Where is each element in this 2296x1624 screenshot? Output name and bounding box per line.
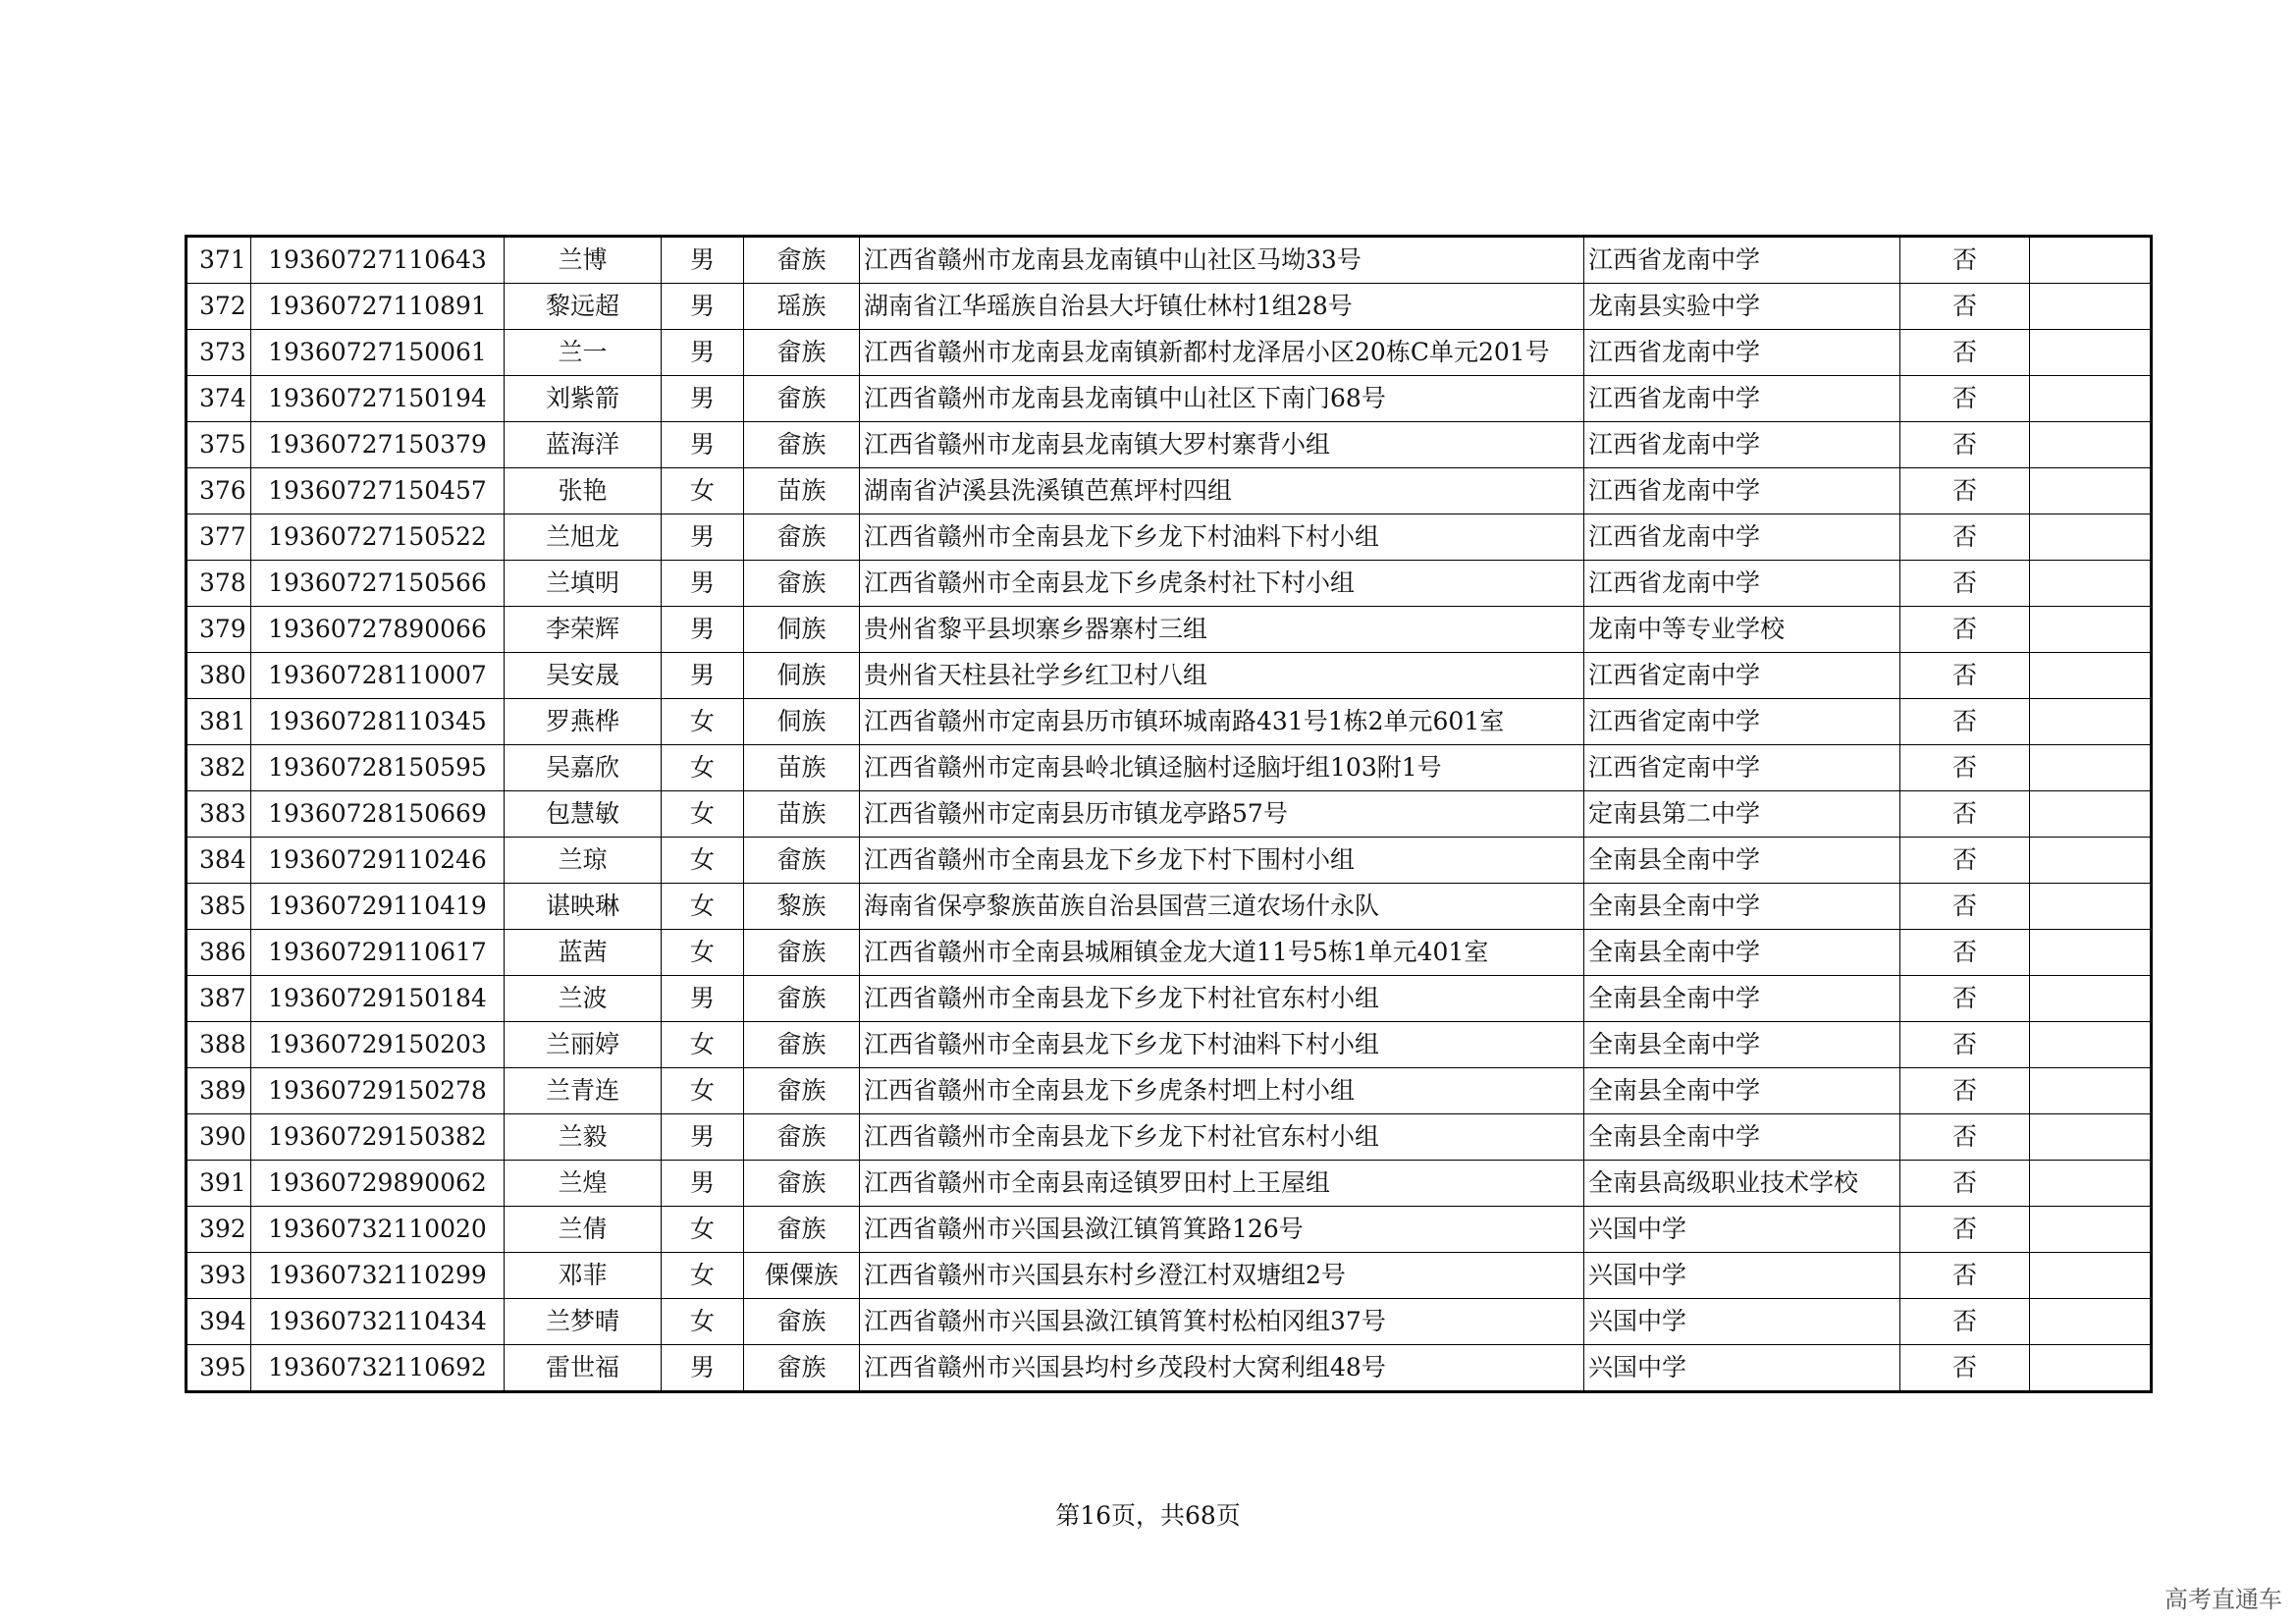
cell-seq: 391 <box>187 1161 251 1207</box>
cell-gender: 女 <box>662 930 744 976</box>
table-row <box>187 1253 2152 1299</box>
cell-address: 江西省赣州市定南县历市镇龙亭路57号 <box>860 791 1584 838</box>
cell-exam-id: 19360727150522 <box>251 514 505 561</box>
cell-address: 江西省赣州市全南县龙下乡龙下村社官东村小组 <box>860 1114 1584 1161</box>
cell-school: 龙南中等专业学校 <box>1584 607 1900 653</box>
cell-flag: 否 <box>1900 1207 2030 1253</box>
cell-exam-id: 19360727150061 <box>251 330 505 376</box>
cell-note <box>2030 607 2152 653</box>
cell-flag: 否 <box>1900 561 2030 607</box>
cell-exam-id: 19360727110643 <box>251 237 505 284</box>
cell-exam-id: 19360727150457 <box>251 468 505 514</box>
cell-exam-id: 19360732110434 <box>251 1299 505 1345</box>
table-row <box>187 1207 2152 1253</box>
cell-name: 兰倩 <box>505 1207 662 1253</box>
cell-school: 兴国中学 <box>1584 1345 1900 1392</box>
cell-address: 湖南省泸溪县洗溪镇芭蕉坪村四组 <box>860 468 1584 514</box>
table-body <box>187 237 2152 1392</box>
cell-gender: 男 <box>662 1161 744 1207</box>
table-row <box>187 653 2152 699</box>
cell-ethnicity: 畲族 <box>744 1207 860 1253</box>
cell-note <box>2030 284 2152 330</box>
cell-address: 江西省赣州市定南县岭北镇迳脑村迳脑圩组103附1号 <box>860 745 1584 791</box>
cell-school: 江西省定南中学 <box>1584 653 1900 699</box>
cell-note <box>2030 791 2152 838</box>
cell-note <box>2030 376 2152 422</box>
cell-gender: 男 <box>662 514 744 561</box>
cell-flag: 否 <box>1900 838 2030 884</box>
table-row <box>187 330 2152 376</box>
cell-flag: 否 <box>1900 791 2030 838</box>
cell-note <box>2030 884 2152 930</box>
cell-ethnicity: 侗族 <box>744 653 860 699</box>
cell-note <box>2030 422 2152 468</box>
cell-ethnicity: 侗族 <box>744 607 860 653</box>
cell-ethnicity: 畲族 <box>744 1114 860 1161</box>
cell-school: 兴国中学 <box>1584 1299 1900 1345</box>
cell-seq: 381 <box>187 699 251 745</box>
cell-name: 雷世福 <box>505 1345 662 1392</box>
cell-gender: 男 <box>662 237 744 284</box>
cell-ethnicity: 畲族 <box>744 330 860 376</box>
cell-name: 兰煌 <box>505 1161 662 1207</box>
cell-school: 全南县全南中学 <box>1584 884 1900 930</box>
cell-name: 兰毅 <box>505 1114 662 1161</box>
cell-seq: 374 <box>187 376 251 422</box>
cell-seq: 388 <box>187 1022 251 1068</box>
page-number: 第16页，共68页 <box>1055 1501 1241 1530</box>
cell-seq: 387 <box>187 976 251 1022</box>
table-row <box>187 838 2152 884</box>
cell-note <box>2030 1068 2152 1114</box>
cell-seq: 380 <box>187 653 251 699</box>
cell-school: 江西省定南中学 <box>1584 745 1900 791</box>
cell-flag: 否 <box>1900 884 2030 930</box>
table-row <box>187 376 2152 422</box>
cell-flag: 否 <box>1900 330 2030 376</box>
cell-flag: 否 <box>1900 699 2030 745</box>
cell-seq: 378 <box>187 561 251 607</box>
cell-gender: 男 <box>662 284 744 330</box>
cell-gender: 男 <box>662 1345 744 1392</box>
cell-seq: 379 <box>187 607 251 653</box>
cell-exam-id: 19360729890062 <box>251 1161 505 1207</box>
cell-seq: 386 <box>187 930 251 976</box>
cell-ethnicity: 畲族 <box>744 1299 860 1345</box>
cell-flag: 否 <box>1900 284 2030 330</box>
cell-seq: 383 <box>187 791 251 838</box>
cell-note <box>2030 514 2152 561</box>
cell-address: 江西省赣州市全南县龙下乡龙下村社官东村小组 <box>860 976 1584 1022</box>
cell-school: 江西省龙南中学 <box>1584 330 1900 376</box>
cell-ethnicity: 畲族 <box>744 1345 860 1392</box>
cell-gender: 女 <box>662 699 744 745</box>
table-row <box>187 1345 2152 1392</box>
cell-note <box>2030 653 2152 699</box>
cell-exam-id: 19360727150379 <box>251 422 505 468</box>
cell-exam-id: 19360728110007 <box>251 653 505 699</box>
cell-address: 江西省赣州市兴国县均村乡茂段村大窝利组48号 <box>860 1345 1584 1392</box>
cell-address: 江西省赣州市全南县龙下乡龙下村油料下村小组 <box>860 1022 1584 1068</box>
table-row <box>187 561 2152 607</box>
table-row <box>187 468 2152 514</box>
cell-name: 兰博 <box>505 237 662 284</box>
cell-flag: 否 <box>1900 653 2030 699</box>
cell-name: 兰旭龙 <box>505 514 662 561</box>
cell-name: 兰梦晴 <box>505 1299 662 1345</box>
cell-name: 蓝茜 <box>505 930 662 976</box>
cell-flag: 否 <box>1900 514 2030 561</box>
table-row <box>187 930 2152 976</box>
table-row <box>187 284 2152 330</box>
cell-name: 吴嘉欣 <box>505 745 662 791</box>
cell-school: 江西省龙南中学 <box>1584 237 1900 284</box>
cell-seq: 384 <box>187 838 251 884</box>
cell-gender: 女 <box>662 884 744 930</box>
cell-school: 定南县第二中学 <box>1584 791 1900 838</box>
cell-note <box>2030 237 2152 284</box>
cell-ethnicity: 畲族 <box>744 930 860 976</box>
cell-ethnicity: 畲族 <box>744 838 860 884</box>
cell-name: 兰波 <box>505 976 662 1022</box>
cell-note <box>2030 1161 2152 1207</box>
table-row <box>187 745 2152 791</box>
cell-exam-id: 19360727150566 <box>251 561 505 607</box>
cell-school: 江西省定南中学 <box>1584 699 1900 745</box>
cell-school: 江西省龙南中学 <box>1584 468 1900 514</box>
cell-school: 龙南县实验中学 <box>1584 284 1900 330</box>
cell-flag: 否 <box>1900 1253 2030 1299</box>
cell-ethnicity: 畲族 <box>744 514 860 561</box>
cell-address: 江西省赣州市兴国县潋江镇筲箕村松柏冈组37号 <box>860 1299 1584 1345</box>
cell-gender: 男 <box>662 422 744 468</box>
cell-school: 全南县全南中学 <box>1584 976 1900 1022</box>
cell-exam-id: 19360728150595 <box>251 745 505 791</box>
cell-ethnicity: 畲族 <box>744 237 860 284</box>
cell-seq: 389 <box>187 1068 251 1114</box>
cell-ethnicity: 苗族 <box>744 791 860 838</box>
cell-name: 黎远超 <box>505 284 662 330</box>
cell-address: 江西省赣州市全南县龙下乡虎条村垇上村小组 <box>860 1068 1584 1114</box>
table-row <box>187 237 2152 284</box>
cell-name: 吴安晟 <box>505 653 662 699</box>
cell-ethnicity: 黎族 <box>744 884 860 930</box>
cell-name: 兰琼 <box>505 838 662 884</box>
cell-seq: 371 <box>187 237 251 284</box>
cell-flag: 否 <box>1900 930 2030 976</box>
cell-address: 海南省保亭黎族苗族自治县国营三道农场什永队 <box>860 884 1584 930</box>
table-row <box>187 1022 2152 1068</box>
table-row <box>187 976 2152 1022</box>
cell-note <box>2030 930 2152 976</box>
cell-ethnicity: 傈僳族 <box>744 1253 860 1299</box>
cell-name: 张艳 <box>505 468 662 514</box>
cell-seq: 393 <box>187 1253 251 1299</box>
cell-exam-id: 19360732110299 <box>251 1253 505 1299</box>
cell-gender: 女 <box>662 1022 744 1068</box>
cell-seq: 376 <box>187 468 251 514</box>
cell-flag: 否 <box>1900 237 2030 284</box>
table-row <box>187 514 2152 561</box>
cell-note <box>2030 561 2152 607</box>
cell-school: 江西省龙南中学 <box>1584 561 1900 607</box>
cell-name: 李荣辉 <box>505 607 662 653</box>
cell-gender: 男 <box>662 607 744 653</box>
cell-flag: 否 <box>1900 1114 2030 1161</box>
cell-note <box>2030 1022 2152 1068</box>
cell-seq: 392 <box>187 1207 251 1253</box>
cell-gender: 女 <box>662 1253 744 1299</box>
cell-seq: 372 <box>187 284 251 330</box>
cell-note <box>2030 468 2152 514</box>
cell-school: 全南县全南中学 <box>1584 1068 1900 1114</box>
cell-seq: 377 <box>187 514 251 561</box>
cell-exam-id: 19360727110891 <box>251 284 505 330</box>
cell-flag: 否 <box>1900 1022 2030 1068</box>
table-row <box>187 1299 2152 1345</box>
cell-school: 江西省龙南中学 <box>1584 422 1900 468</box>
cell-gender: 女 <box>662 1207 744 1253</box>
cell-exam-id: 19360729150278 <box>251 1068 505 1114</box>
cell-flag: 否 <box>1900 1345 2030 1392</box>
cell-name: 刘紫箭 <box>505 376 662 422</box>
cell-exam-id: 19360727150194 <box>251 376 505 422</box>
cell-note <box>2030 1207 2152 1253</box>
cell-gender: 男 <box>662 976 744 1022</box>
cell-school: 兴国中学 <box>1584 1207 1900 1253</box>
cell-gender: 男 <box>662 330 744 376</box>
cell-address: 贵州省黎平县坝寨乡器寨村三组 <box>860 607 1584 653</box>
table-row <box>187 422 2152 468</box>
cell-school: 全南县全南中学 <box>1584 930 1900 976</box>
cell-seq: 373 <box>187 330 251 376</box>
cell-gender: 女 <box>662 745 744 791</box>
cell-flag: 否 <box>1900 376 2030 422</box>
cell-exam-id: 19360728150669 <box>251 791 505 838</box>
cell-name: 兰丽婷 <box>505 1022 662 1068</box>
cell-ethnicity: 畲族 <box>744 376 860 422</box>
table-row <box>187 1068 2152 1114</box>
table-row <box>187 1161 2152 1207</box>
cell-exam-id: 19360729150203 <box>251 1022 505 1068</box>
cell-address: 湖南省江华瑶族自治县大圩镇仕林村1组28号 <box>860 284 1584 330</box>
cell-seq: 394 <box>187 1299 251 1345</box>
cell-exam-id: 19360728110345 <box>251 699 505 745</box>
cell-address: 江西省赣州市全南县龙下乡龙下村下围村小组 <box>860 838 1584 884</box>
cell-flag: 否 <box>1900 1068 2030 1114</box>
cell-gender: 女 <box>662 1068 744 1114</box>
cell-ethnicity: 畲族 <box>744 1022 860 1068</box>
table-row <box>187 699 2152 745</box>
table-row <box>187 884 2152 930</box>
cell-ethnicity: 畲族 <box>744 976 860 1022</box>
cell-name: 包慧敏 <box>505 791 662 838</box>
cell-ethnicity: 畲族 <box>744 561 860 607</box>
cell-note <box>2030 1253 2152 1299</box>
cell-exam-id: 19360729110246 <box>251 838 505 884</box>
cell-flag: 否 <box>1900 1299 2030 1345</box>
table-row <box>187 1114 2152 1161</box>
cell-exam-id: 19360732110692 <box>251 1345 505 1392</box>
cell-name: 邓菲 <box>505 1253 662 1299</box>
cell-address: 江西省赣州市全南县龙下乡龙下村油料下村小组 <box>860 514 1584 561</box>
cell-note <box>2030 1114 2152 1161</box>
cell-seq: 390 <box>187 1114 251 1161</box>
cell-name: 谌映琳 <box>505 884 662 930</box>
cell-address: 江西省赣州市龙南县龙南镇中山社区马坳33号 <box>860 237 1584 284</box>
cell-gender: 女 <box>662 468 744 514</box>
cell-note <box>2030 745 2152 791</box>
cell-school: 江西省龙南中学 <box>1584 514 1900 561</box>
cell-seq: 385 <box>187 884 251 930</box>
cell-seq: 375 <box>187 422 251 468</box>
cell-address: 江西省赣州市兴国县潋江镇筲箕路126号 <box>860 1207 1584 1253</box>
student-list-table <box>185 235 2153 1393</box>
cell-gender: 男 <box>662 561 744 607</box>
cell-address: 江西省赣州市全南县城厢镇金龙大道11号5栋1单元401室 <box>860 930 1584 976</box>
cell-flag: 否 <box>1900 745 2030 791</box>
cell-school: 全南县全南中学 <box>1584 1022 1900 1068</box>
cell-ethnicity: 侗族 <box>744 699 860 745</box>
cell-name: 兰填明 <box>505 561 662 607</box>
cell-address: 江西省赣州市龙南县龙南镇新都村龙泽居小区20栋C单元201号 <box>860 330 1584 376</box>
cell-note <box>2030 976 2152 1022</box>
cell-flag: 否 <box>1900 1161 2030 1207</box>
cell-note <box>2030 1345 2152 1392</box>
cell-ethnicity: 畲族 <box>744 422 860 468</box>
cell-gender: 男 <box>662 653 744 699</box>
watermark-logo-text: 高考直通车 <box>2164 1586 2282 1613</box>
cell-exam-id: 19360729110419 <box>251 884 505 930</box>
cell-name: 罗燕桦 <box>505 699 662 745</box>
cell-seq: 395 <box>187 1345 251 1392</box>
table-row <box>187 791 2152 838</box>
cell-ethnicity: 苗族 <box>744 468 860 514</box>
cell-gender: 男 <box>662 376 744 422</box>
cell-address: 江西省赣州市定南县历市镇环城南路431号1栋2单元601室 <box>860 699 1584 745</box>
cell-ethnicity: 畲族 <box>744 1161 860 1207</box>
cell-address: 江西省赣州市全南县南迳镇罗田村上王屋组 <box>860 1161 1584 1207</box>
cell-gender: 女 <box>662 838 744 884</box>
cell-ethnicity: 苗族 <box>744 745 860 791</box>
cell-address: 江西省赣州市龙南县龙南镇大罗村寨背小组 <box>860 422 1584 468</box>
cell-exam-id: 19360729150184 <box>251 976 505 1022</box>
cell-note <box>2030 838 2152 884</box>
cell-address: 江西省赣州市兴国县东村乡澄江村双塘组2号 <box>860 1253 1584 1299</box>
cell-name: 兰一 <box>505 330 662 376</box>
cell-name: 兰青连 <box>505 1068 662 1114</box>
cell-exam-id: 19360732110020 <box>251 1207 505 1253</box>
cell-ethnicity: 瑶族 <box>744 284 860 330</box>
cell-gender: 女 <box>662 1299 744 1345</box>
cell-flag: 否 <box>1900 607 2030 653</box>
cell-address: 江西省赣州市龙南县龙南镇中山社区下南门68号 <box>860 376 1584 422</box>
cell-note <box>2030 699 2152 745</box>
cell-exam-id: 19360729150382 <box>251 1114 505 1161</box>
cell-flag: 否 <box>1900 976 2030 1022</box>
cell-address: 贵州省天柱县社学乡红卫村八组 <box>860 653 1584 699</box>
cell-exam-id: 19360727890066 <box>251 607 505 653</box>
cell-ethnicity: 畲族 <box>744 1068 860 1114</box>
cell-school: 兴国中学 <box>1584 1253 1900 1299</box>
cell-note <box>2030 330 2152 376</box>
cell-flag: 否 <box>1900 468 2030 514</box>
cell-school: 全南县全南中学 <box>1584 838 1900 884</box>
cell-school: 全南县高级职业技术学校 <box>1584 1161 1900 1207</box>
cell-seq: 382 <box>187 745 251 791</box>
cell-gender: 男 <box>662 1114 744 1161</box>
cell-school: 全南县全南中学 <box>1584 1114 1900 1161</box>
table-row <box>187 607 2152 653</box>
cell-flag: 否 <box>1900 422 2030 468</box>
cell-note <box>2030 1299 2152 1345</box>
cell-school: 江西省龙南中学 <box>1584 376 1900 422</box>
cell-name: 蓝海洋 <box>505 422 662 468</box>
cell-exam-id: 19360729110617 <box>251 930 505 976</box>
cell-gender: 女 <box>662 791 744 838</box>
cell-address: 江西省赣州市全南县龙下乡虎条村社下村小组 <box>860 561 1584 607</box>
